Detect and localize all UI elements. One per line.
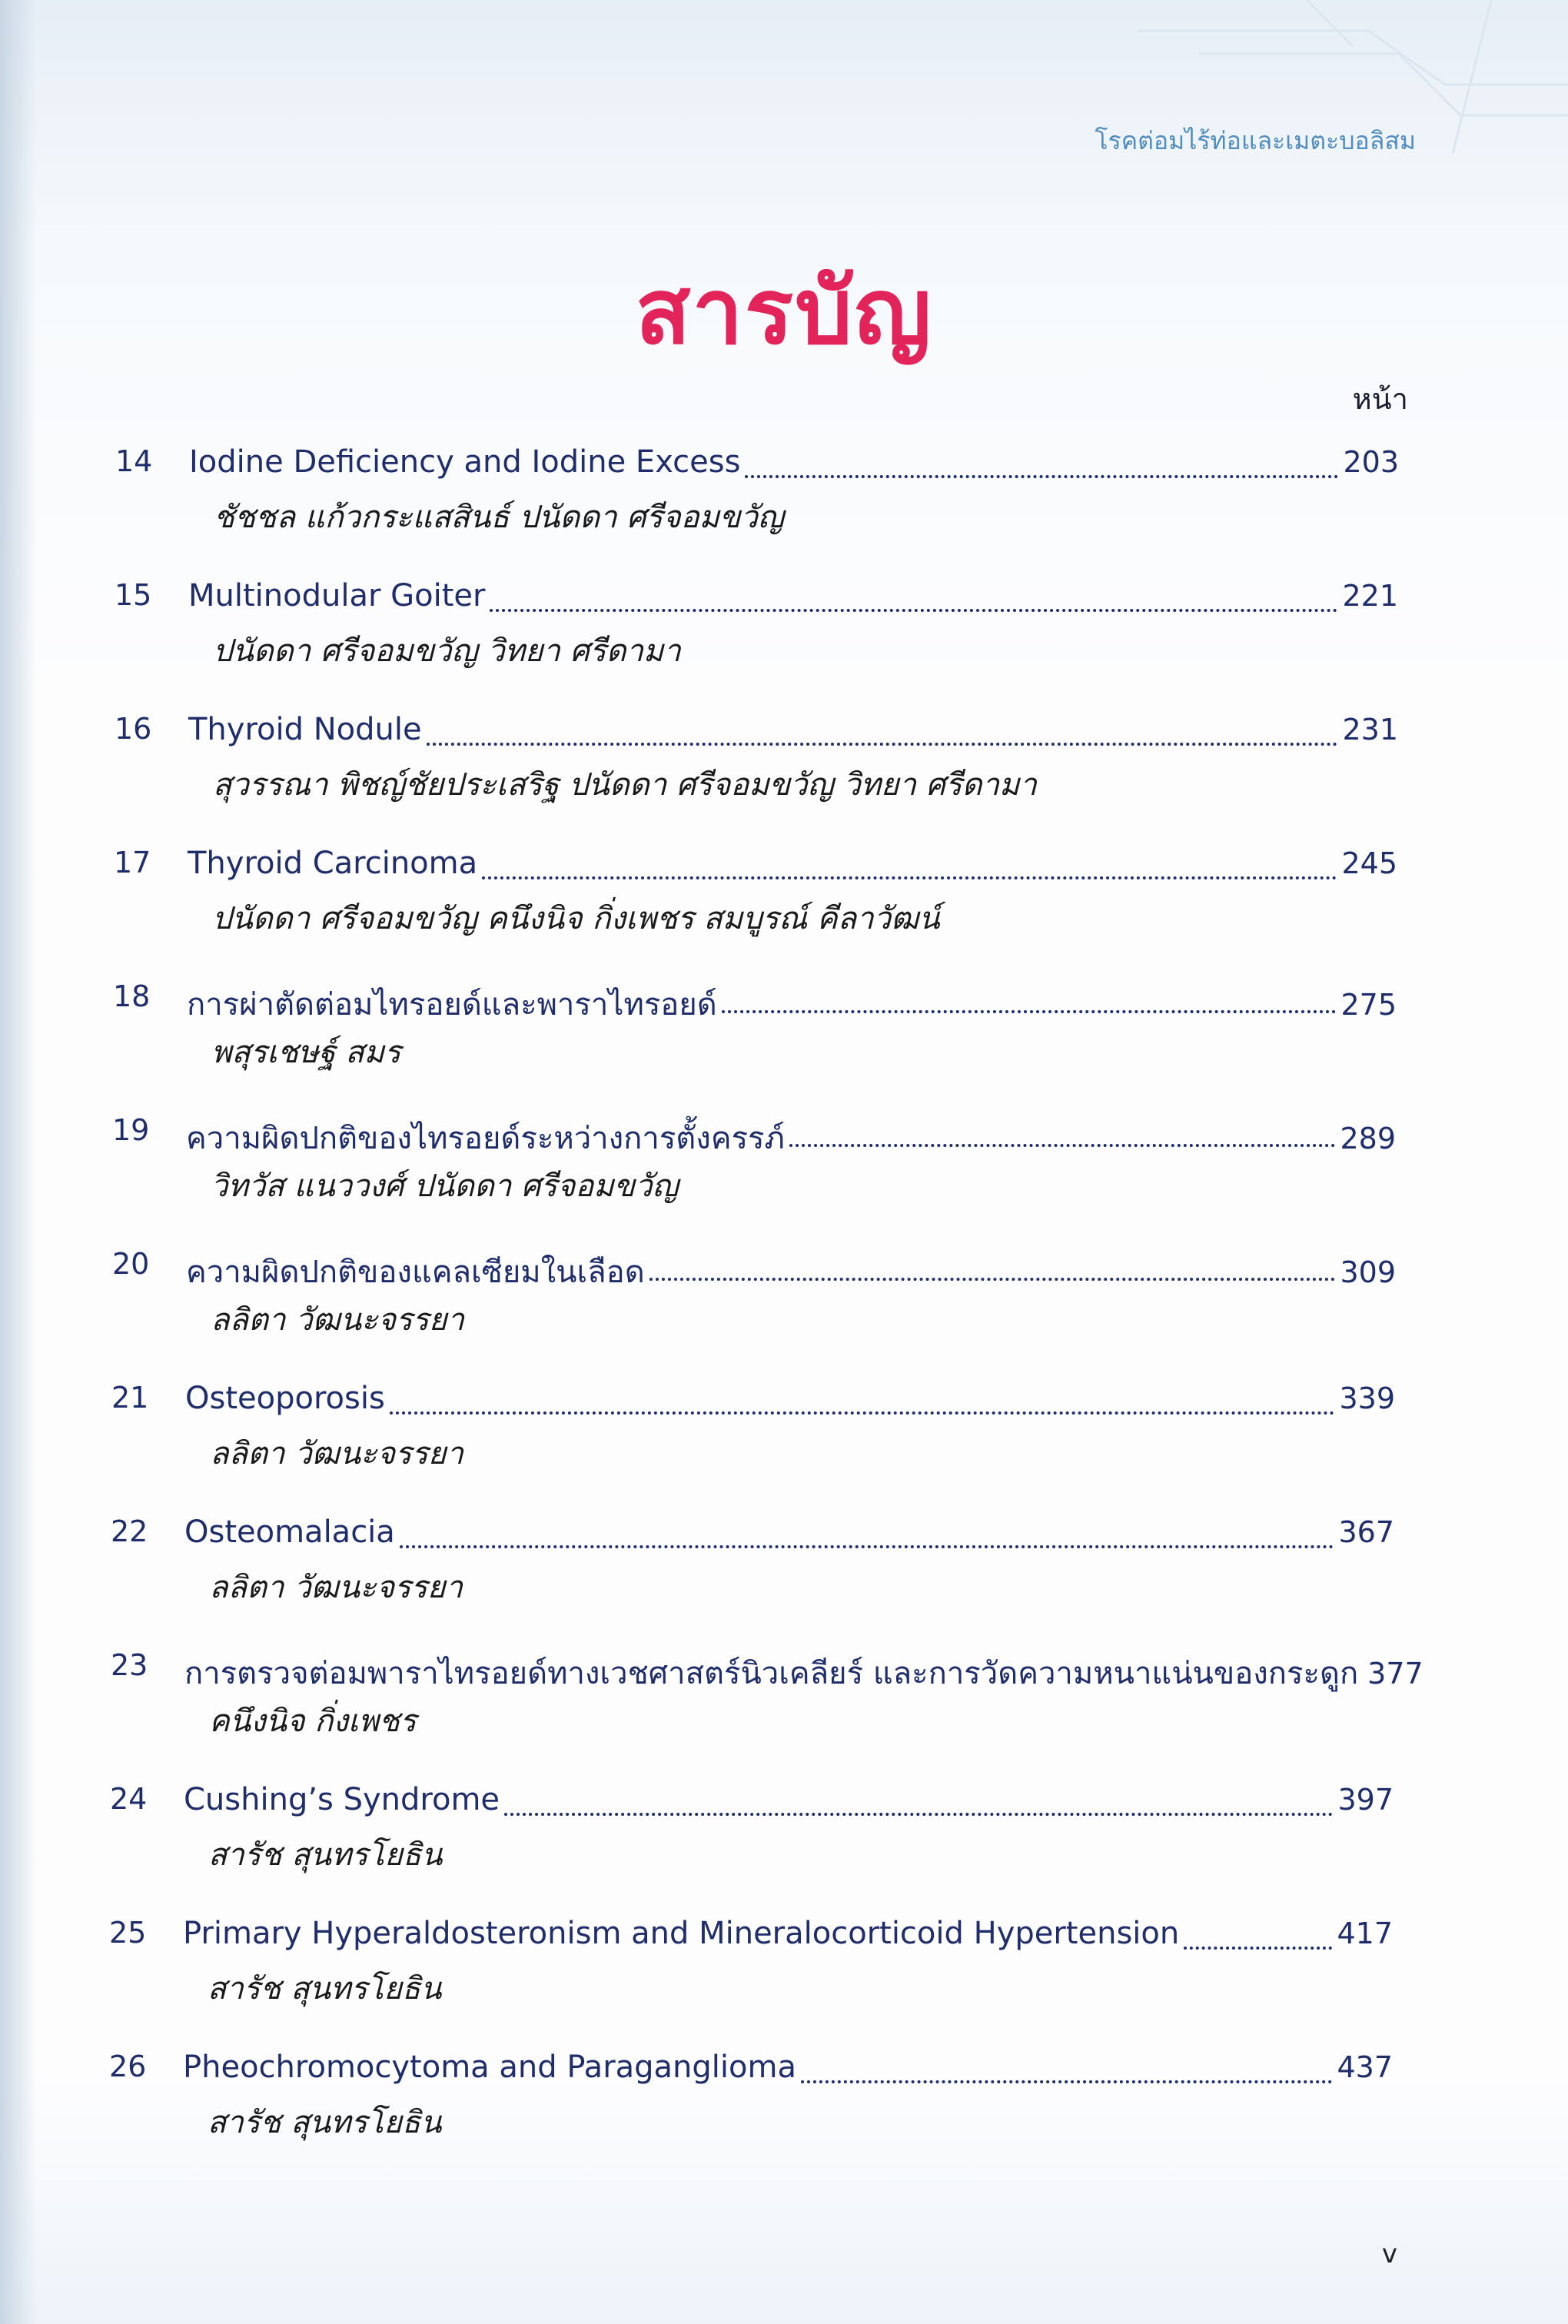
toc-entry-line (109, 2050, 1393, 2093)
chapter-page-number: 221 (1342, 579, 1398, 613)
toc-entry[interactable] (115, 444, 1399, 552)
chapter-heading (189, 444, 1399, 487)
chapter-page-number: 275 (1340, 988, 1397, 1022)
chapter-heading (188, 846, 1397, 889)
dot-leader (649, 1278, 1336, 1281)
chapter-heading (183, 2050, 1393, 2093)
chapter-page-number: 367 (1338, 1515, 1394, 1549)
chapter-heading (188, 712, 1398, 755)
chapter-title[interactable]: Osteomalacia (184, 1514, 395, 1550)
chapter-number: 21 (111, 1381, 149, 1415)
toc-entry-line (110, 1782, 1394, 1825)
toc-entry[interactable] (115, 712, 1398, 820)
chapter-page-number: 203 (1343, 445, 1399, 479)
toc-entry[interactable] (109, 2050, 1393, 2157)
chapter-title[interactable]: Multinodular Goiter (188, 578, 486, 613)
chapter-title[interactable]: ความผิดปกติของแคลเซียมในเลือด (186, 1255, 645, 1290)
chapter-title[interactable]: การผ่าตัดต่อมไทรอยด์และพาราไทรอยด์ (187, 987, 717, 1022)
chapter-number: 14 (115, 444, 153, 478)
dot-leader (722, 1010, 1337, 1013)
dot-leader (482, 876, 1337, 879)
chapter-title[interactable]: Thyroid Carcinoma (188, 846, 478, 881)
chapter-heading (187, 979, 1397, 1022)
chapter-heading (184, 1648, 1423, 1691)
toc-entry-line (112, 1113, 1396, 1156)
chapter-authors: ลลิตา วัฒนะจรรยา (209, 1570, 463, 1605)
chapter-number: 24 (110, 1782, 148, 1816)
chapter-number: 25 (109, 1916, 147, 1950)
toc-entry-line (115, 578, 1398, 621)
dot-leader (390, 1411, 1335, 1415)
chapter-page-number: 339 (1339, 1381, 1395, 1415)
toc-entry[interactable] (114, 846, 1397, 953)
chapter-page-number: 231 (1342, 713, 1398, 746)
chapter-heading (188, 578, 1398, 621)
chapter-authors: ปนัดดา ศรีจอมขวัญ วิทยา ศรีดามา (213, 633, 681, 669)
toc-entry-line (111, 1514, 1394, 1558)
chapter-heading (185, 1381, 1395, 1424)
toc-entry[interactable] (111, 1514, 1394, 1622)
toc-entry[interactable] (112, 1247, 1396, 1355)
chapter-number: 15 (115, 578, 152, 612)
chapter-authors: พสุรเชษฐ์ สมร (211, 1035, 401, 1070)
chapter-number: 19 (112, 1113, 150, 1147)
chapter-page-number: 289 (1340, 1122, 1396, 1155)
chapter-title[interactable]: Cushing’s Syndrome (184, 1782, 500, 1817)
chapter-page-number: 377 (1367, 1657, 1423, 1691)
toc-entry-line (114, 846, 1397, 889)
toc-entry[interactable] (112, 1113, 1396, 1221)
chapter-title[interactable]: Thyroid Nodule (188, 712, 422, 747)
chapter-title[interactable]: Pheochromocytoma and Paraganglioma (183, 2050, 796, 2085)
dot-leader (490, 609, 1337, 612)
chapter-title[interactable]: การตรวจต่อมพาราไทรอยด์ทางเวชศาสตร์นิวเคลียร์ และการวัดความหนาแน่นของกระดูก (184, 1656, 1359, 1691)
chapter-number: 17 (114, 846, 151, 879)
chapter-page-number: 397 (1337, 1783, 1394, 1817)
chapter-heading (184, 1782, 1394, 1825)
chapter-authors: ปนัดดา ศรีจอมขวัญ คนึงนิจ กิ่งเพชร สมบูรณ์ คีลาวัฒน์ (212, 901, 940, 936)
toc-entry[interactable] (109, 1916, 1393, 2023)
toc-entry-line (109, 1916, 1393, 1959)
toc-entry-line (115, 444, 1399, 487)
chapter-authors: สารัช สุนทรโยธิน (208, 1837, 443, 1873)
dot-leader (400, 1545, 1334, 1548)
chapter-page-number: 309 (1340, 1255, 1396, 1289)
chapter-number: 16 (115, 712, 152, 746)
page-column-label: หน้า (1352, 382, 1408, 416)
chapter-heading (186, 1247, 1396, 1290)
dot-leader (427, 743, 1338, 746)
chapter-heading (184, 1514, 1394, 1558)
chapter-authors: ลลิตา วัฒนะจรรยา (210, 1436, 463, 1471)
chapter-authors: ลลิตา วัฒนะจรรยา (211, 1302, 464, 1338)
chapter-authors: สารัช สุนทรโยธิน (208, 1971, 442, 2006)
chapter-authors: ชัชชล แก้วกระแสสินธ์ ปนัดดา ศรีจอมขวัญ (214, 500, 784, 535)
toc-entry[interactable] (110, 1782, 1394, 1890)
page-number: v (1381, 2239, 1397, 2269)
toc-entry[interactable] (113, 979, 1397, 1087)
dot-leader (745, 475, 1338, 478)
toc-entry-line (115, 712, 1398, 755)
chapter-authors: สารัช สุนทรโยธิน (208, 2105, 442, 2140)
dot-leader (1184, 1947, 1332, 1950)
toc-entry-line (113, 979, 1397, 1022)
chapter-title[interactable]: Iodine Deficiency and Iodine Excess (189, 444, 741, 480)
chapter-page-number: 417 (1337, 1917, 1393, 1950)
chapter-number: 18 (113, 979, 151, 1013)
chapter-number: 26 (109, 2050, 147, 2083)
chapter-authors: วิทวัส แนววงศ์ ปนัดดา ศรีจอมขวัญ (211, 1169, 679, 1204)
toc-entry-line (111, 1381, 1395, 1424)
chapter-number: 23 (111, 1648, 148, 1682)
chapter-heading (186, 1113, 1396, 1156)
toc-entry[interactable] (111, 1648, 1423, 1756)
running-head: โรคต่อมไร้ท่อและเมตะบอลิสม (1095, 126, 1416, 155)
chapter-authors: สุวรรณา พิชญ์ชัยประเสริฐ ปนัดดา ศรีจอมขวัญ วิทยา ศรีดามา (213, 767, 1037, 803)
dot-leader (789, 1144, 1336, 1147)
toc-entry-line (111, 1648, 1423, 1691)
chapter-heading (183, 1916, 1393, 1959)
chapter-title[interactable]: Osteoporosis (185, 1381, 385, 1416)
chapter-number: 20 (112, 1247, 150, 1281)
toc-entry[interactable] (111, 1381, 1395, 1488)
dot-leader (801, 2080, 1333, 2083)
chapter-title[interactable]: ความผิดปกติของไทรอยด์ระหว่างการตั้งครรภ์ (186, 1121, 785, 1156)
chapter-number: 22 (111, 1514, 148, 1548)
chapter-title[interactable]: Primary Hyperaldosteronism and Mineralocorticoid Hypertension (183, 1916, 1180, 1951)
toc-entry-line (112, 1247, 1396, 1290)
page-title: สารบัญ (635, 258, 933, 364)
dot-leader (504, 1813, 1333, 1816)
chapter-page-number: 437 (1337, 2050, 1393, 2084)
chapter-authors: คนึงนิจ กิ่งเพชร (209, 1704, 417, 1739)
toc-entry[interactable] (115, 578, 1398, 686)
chapter-page-number: 245 (1341, 846, 1397, 880)
